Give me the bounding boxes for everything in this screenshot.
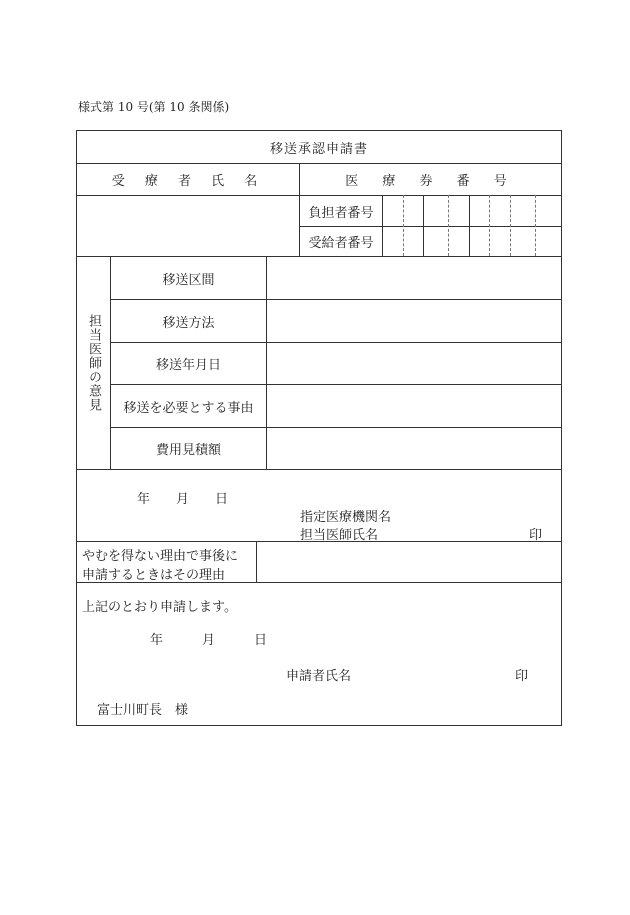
applicant-name-label: 申請者氏名: [286, 669, 352, 684]
unavoidable-reason-field[interactable]: [257, 542, 561, 582]
application-date[interactable]: 年 月 日: [150, 633, 268, 648]
transport-reason-field[interactable]: [267, 385, 561, 427]
doctor-name-label: 担当医師氏名: [300, 528, 379, 543]
transport-reason-label: [111, 385, 266, 427]
transport-date-label-text: 移送年月日: [155, 358, 221, 373]
estimated-cost-label-text: 費用見積額: [155, 443, 221, 458]
recipient-number-label-text: 受給者番号: [308, 236, 374, 251]
unavoidable-reason-label-line1: やむを得ない理由で事後に: [82, 549, 239, 564]
patient-name-header-text: 受 療 者 氏 名: [111, 174, 266, 189]
unavoidable-reason-label-line2: 申請するときはその理由: [82, 568, 226, 583]
doctor-seal-mark: 印: [529, 528, 543, 543]
form-title: [77, 131, 561, 163]
form-number: 様式第 10 号(第 10 条関係): [78, 100, 230, 114]
patient-name-field[interactable]: [77, 196, 299, 256]
payer-number-label-text: 負担者番号: [308, 205, 374, 221]
doctor-opinion-side-label-text: 担当医師の意見: [86, 314, 101, 412]
patient-name-header: [77, 164, 300, 195]
transport-method-label: [111, 300, 266, 342]
transport-section-label: [111, 257, 266, 299]
estimated-cost-label: [111, 428, 266, 469]
transport-reason-label-text: 移送を必要とする事由: [123, 400, 254, 416]
transport-section-label-text: 移送区間: [162, 272, 215, 288]
certificate-number-header-text: 医 療 券 番 号: [345, 174, 517, 189]
transport-date-field[interactable]: [267, 343, 561, 384]
transport-date-label: [111, 343, 266, 384]
certification-date[interactable]: 年 月 日: [137, 492, 229, 507]
recipient-number-label: [300, 227, 382, 256]
transport-method-field[interactable]: [267, 300, 561, 342]
application-form: [76, 130, 562, 726]
certificate-number-header: [301, 164, 561, 195]
estimated-cost-field[interactable]: [267, 428, 561, 469]
transport-section-field[interactable]: [267, 257, 561, 299]
applicant-seal-mark: 印: [515, 669, 529, 684]
addressee: 富士川町長 様: [97, 703, 189, 718]
application-statement: 上記のとおり申請します。: [82, 600, 237, 615]
form-title-text: 移送承認申請書: [269, 141, 368, 157]
doctor-opinion-side-label: [77, 257, 110, 469]
payer-number-label: [300, 196, 382, 226]
transport-method-label-text: 移送方法: [162, 315, 215, 331]
institution-name-label: 指定医療機関名: [300, 510, 392, 525]
